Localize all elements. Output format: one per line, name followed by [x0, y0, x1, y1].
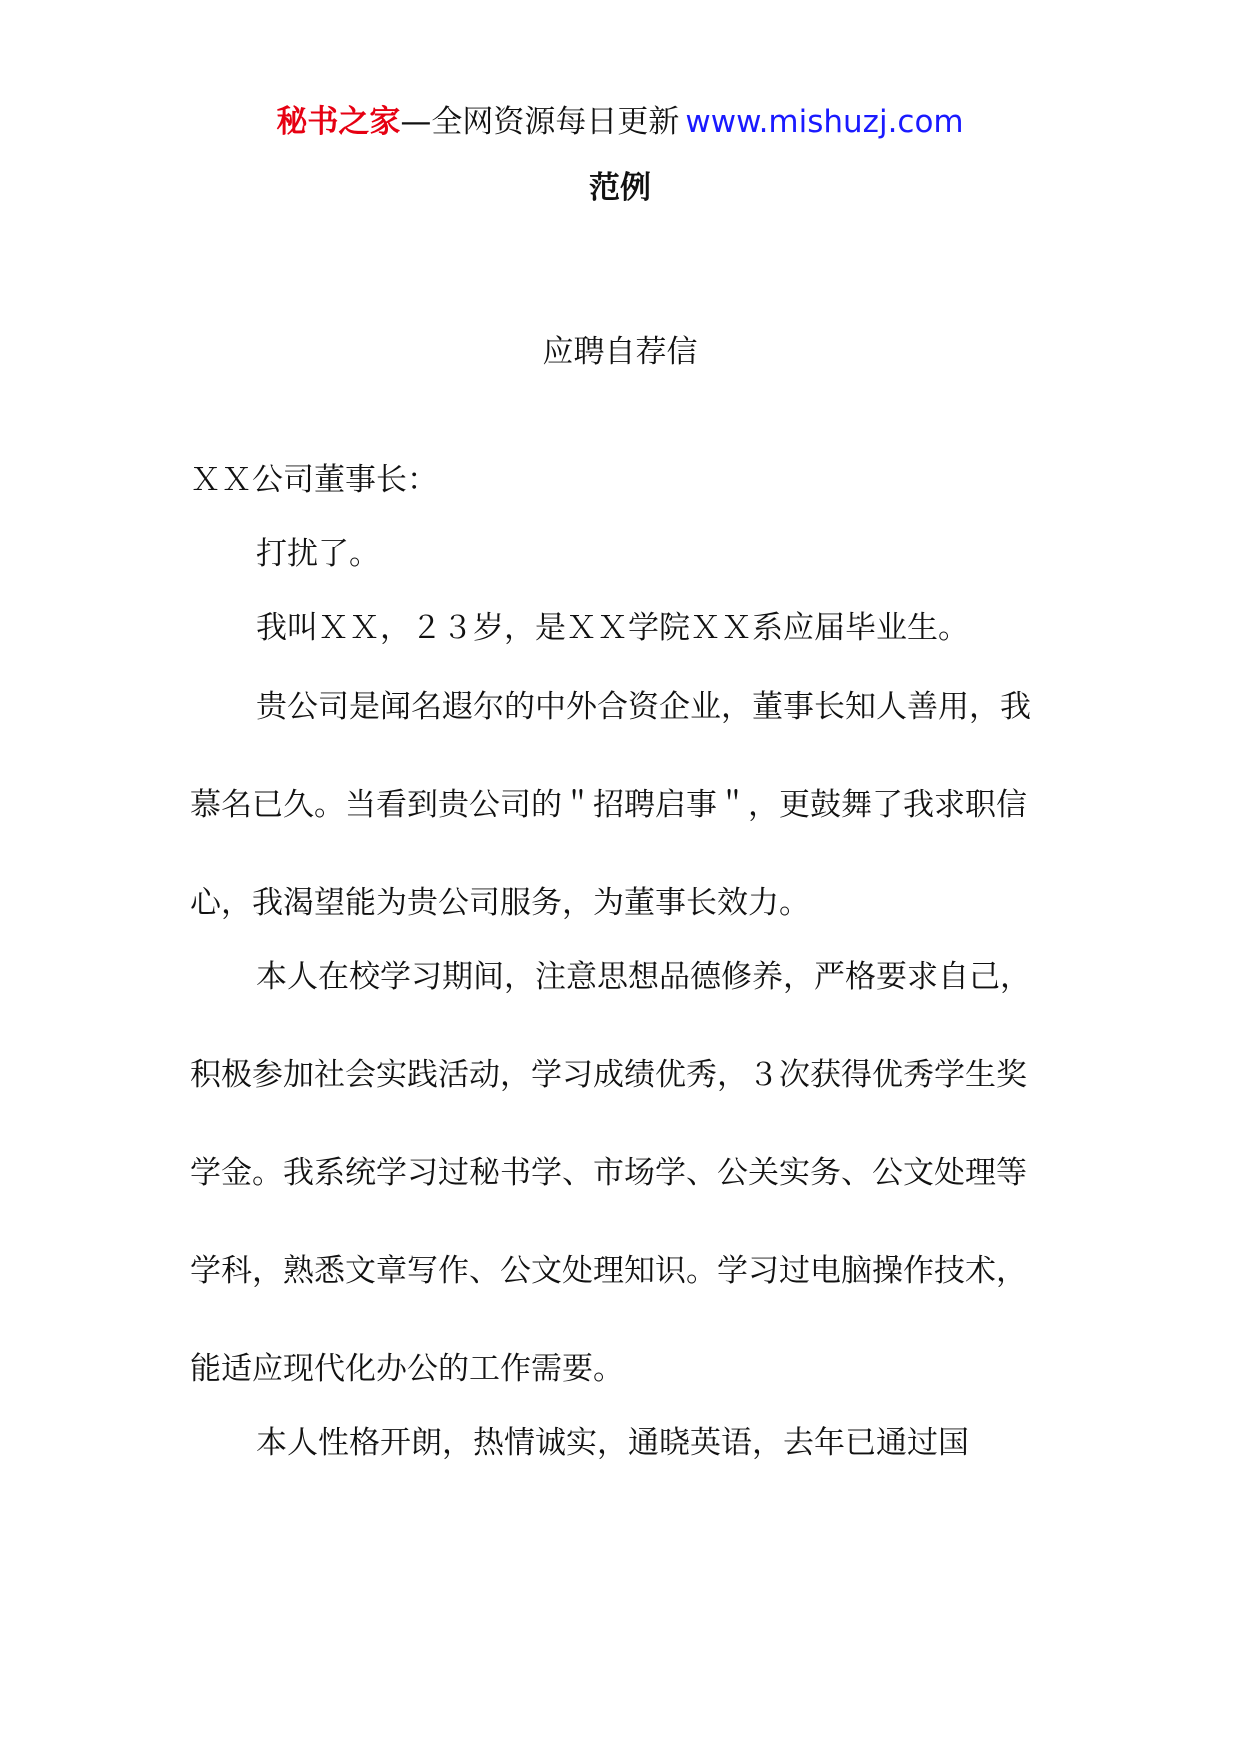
letter-paragraph: 本人在校学习期间，注意思想品德修养，严格要求自己，积极参加社会实践活动，学习成绩优秀，３次获得优秀学生奖学金。我系统学习过秘书学、市场学、公关实务、公文处理等学科，熟悉文章写作、公文处理知识。学习过电脑操作技术，能适应现代化办公的工作需要。	[190, 959, 1031, 1387]
letter-paragraph: 本人性格开朗，热情诚实，通晓英语，去年已通过国	[256, 1425, 969, 1461]
letter-body	[190, 458, 1050, 1530]
page-subtitle: 范例	[589, 170, 651, 206]
letter-paragraph: 我叫ＸＸ，２３岁，是ＸＸ学院ＸＸ系应届毕业生。	[256, 610, 969, 646]
site-header	[0, 100, 1240, 144]
document-title: 应聘自荐信	[542, 334, 698, 370]
site-url-link[interactable]: www.mishuzj.com	[685, 104, 964, 140]
letter-paragraph: 打扰了。	[256, 536, 380, 572]
header-slogan: —全网资源每日更新	[400, 104, 680, 140]
letter-paragraph: 贵公司是闻名遐尔的中外合资企业，董事长知人善用，我慕名已久。当看到贵公司的＂招聘启事＂，更鼓舞了我求职信心，我渴望能为贵公司服务，为董事长效力。	[190, 689, 1031, 921]
letter-salutation: ＸＸ公司董事长：	[190, 462, 438, 498]
brand-name: 秘书之家	[276, 104, 401, 140]
